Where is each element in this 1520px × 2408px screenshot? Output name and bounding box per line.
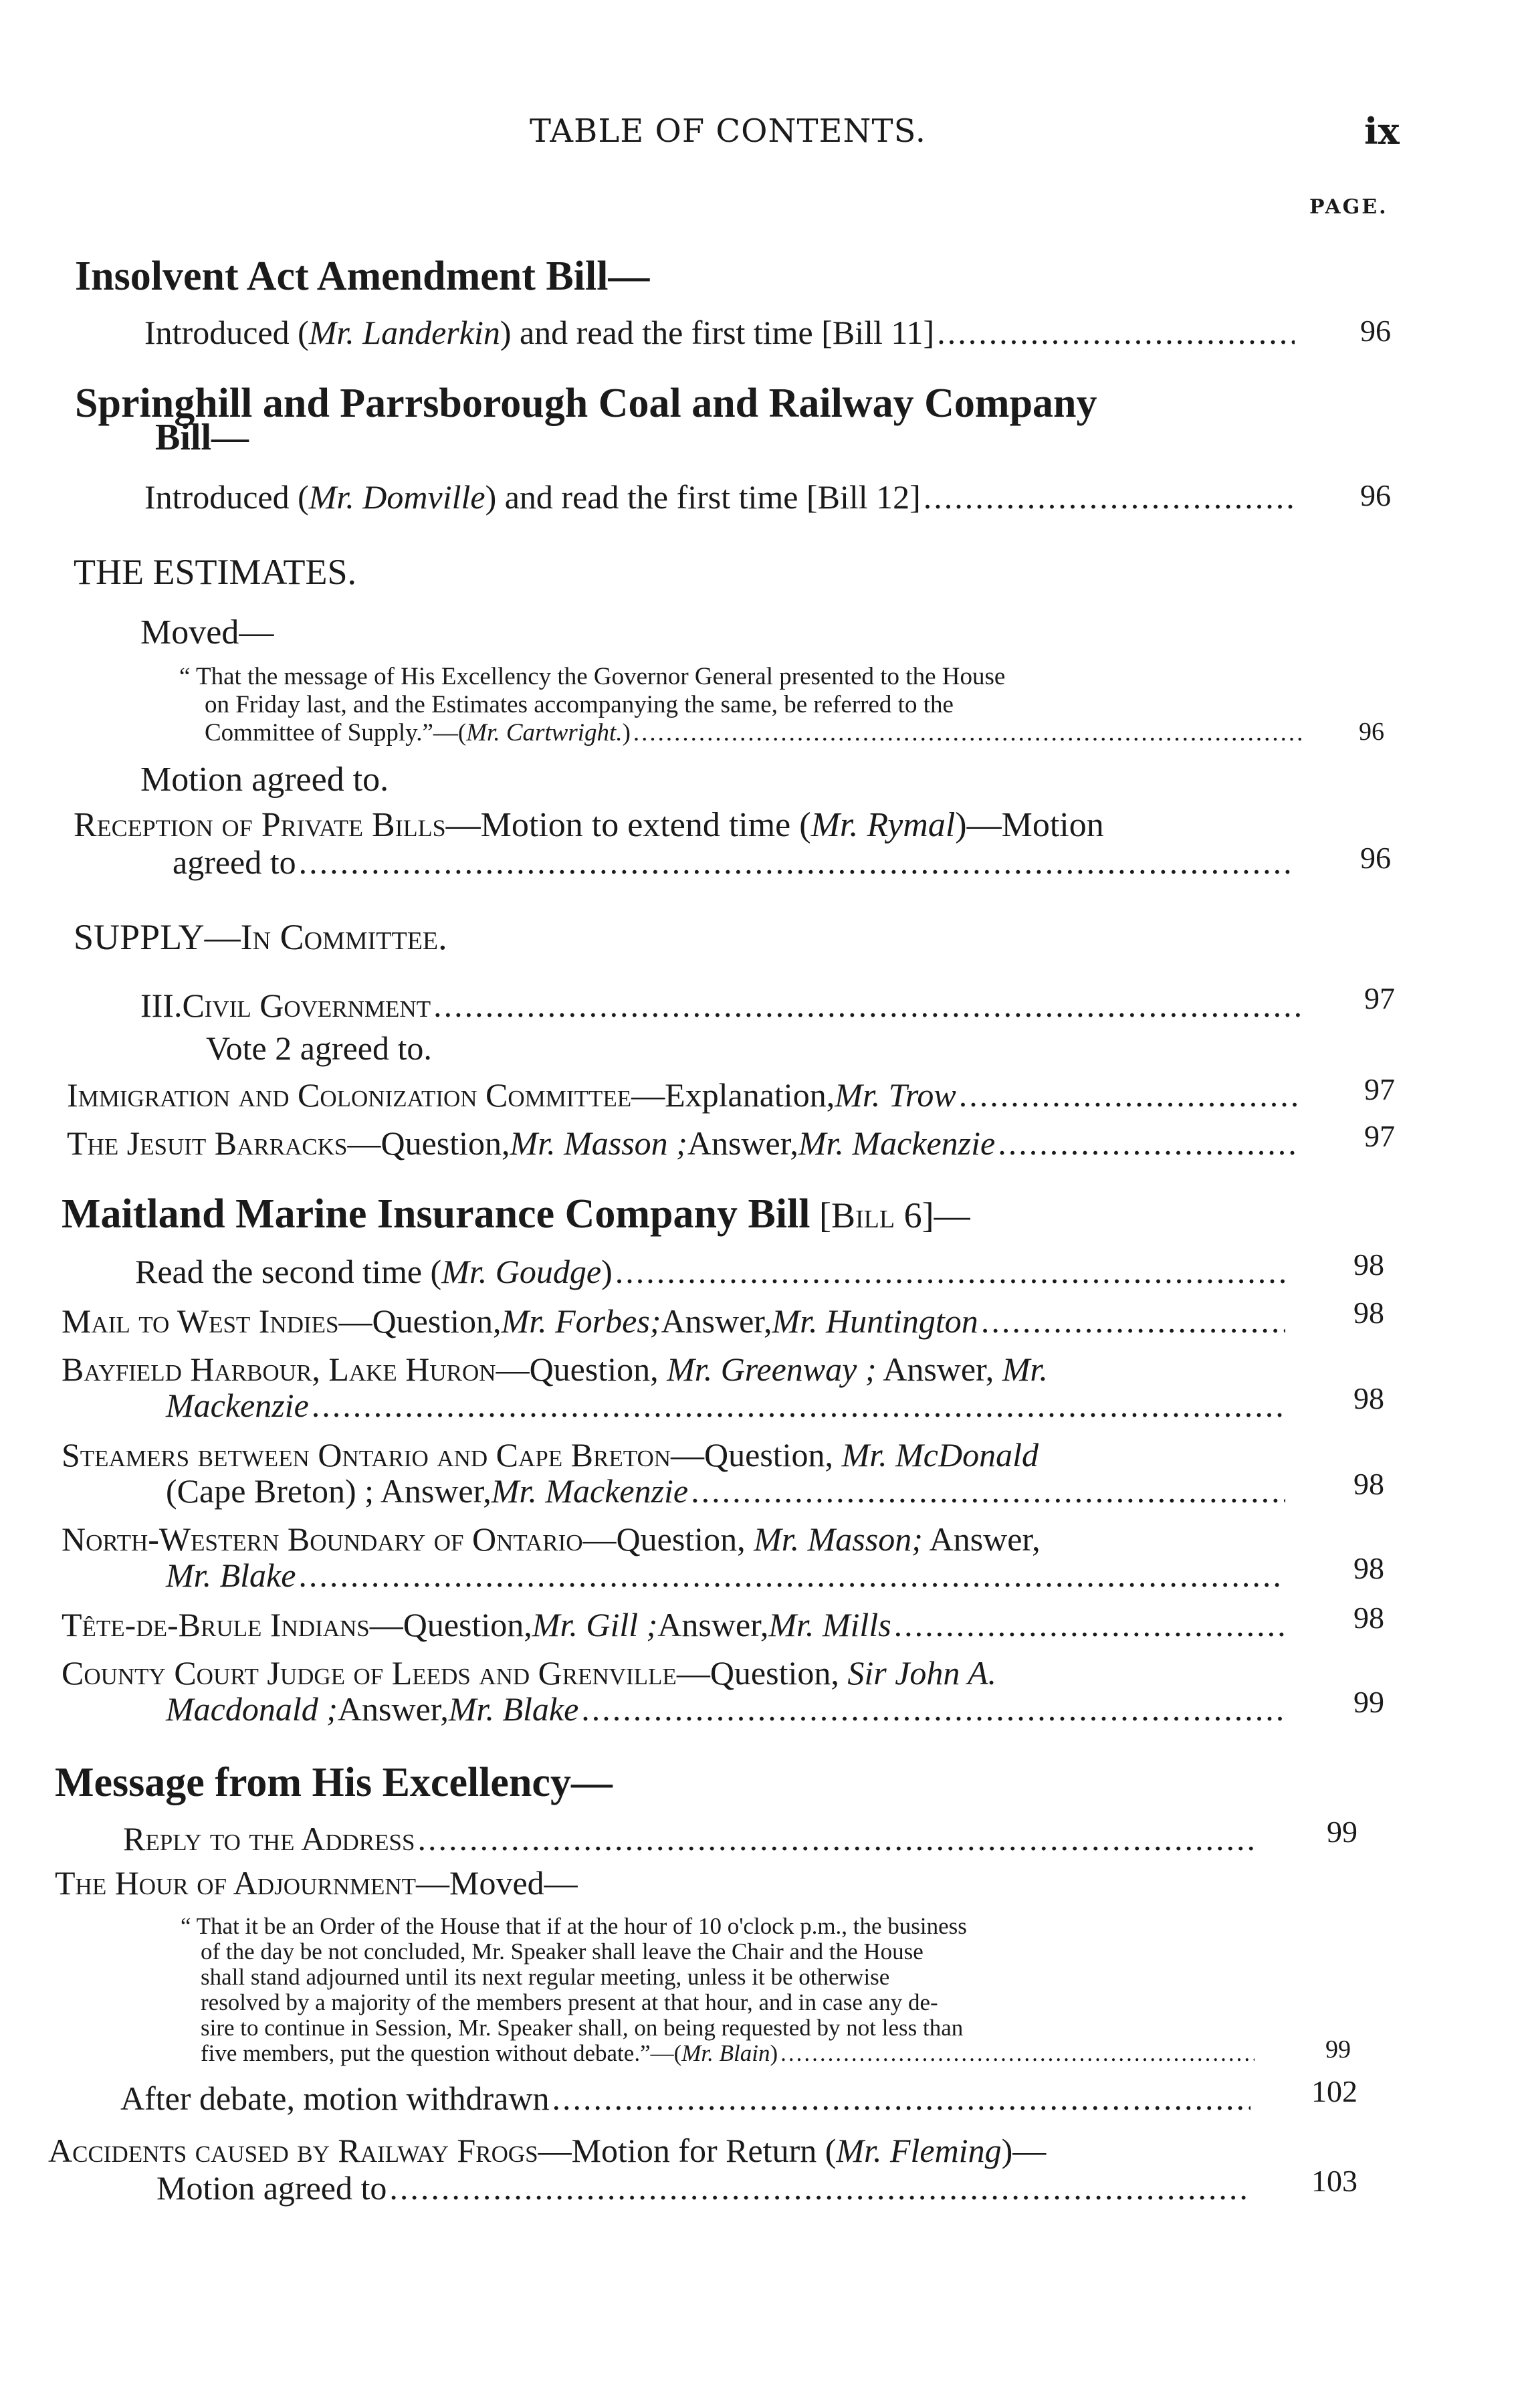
entry-bayfield-harbour: Bayfield Harbour, Lake Huron—Question, Mr. Greenway ; Answer, Mr. bbox=[62, 1350, 1048, 1388]
entry-reception-private-bills-cont: agreed to ..... bbox=[173, 843, 1295, 882]
entry-county-court-judge-cont: Macdonald ; Answer, Mr. Blake ..... bbox=[166, 1690, 1285, 1728]
entry-heading-maitland: Maitland Marine Insurance Company Bill [Bill 6]— bbox=[62, 1191, 970, 1237]
entry-hour-of-adjournment: The Hour of Adjournment—Moved— bbox=[55, 1864, 578, 1902]
entry-immigration-committee: Immigration and Colonization Committee —Explanation, Mr. Trow ..... bbox=[67, 1076, 1297, 1114]
page-number: 98 bbox=[1353, 1296, 1384, 1330]
page-number: 98 bbox=[1353, 1601, 1384, 1635]
section-heading-estimates: THE ESTIMATES. bbox=[74, 552, 356, 592]
quote-line: sire to continue in Session, Mr. Speaker shall, on being requested by not less than bbox=[201, 2015, 964, 2041]
page-number: 97 bbox=[1364, 981, 1395, 1015]
page-number: 96 bbox=[1360, 478, 1391, 512]
entry-north-western-boundary-cont: Mr. Blake ..... bbox=[166, 1556, 1285, 1595]
entry-after-debate: After debate, motion withdrawn ..... bbox=[120, 2079, 1251, 2118]
quote-line: resolved by a majority of the members present at that hour, and in case any de- bbox=[201, 1989, 938, 2015]
entry-jesuit-barracks: The Jesuit Barracks —Question, Mr. Masson ; Answer, Mr. Mackenzie ..... bbox=[67, 1124, 1297, 1163]
entry-bayfield-harbour-cont: Mackenzie ..... bbox=[166, 1386, 1285, 1425]
page-number: 96 bbox=[1359, 718, 1384, 746]
entry-accidents-railway-frogs-cont: Motion agreed to ..... bbox=[156, 2169, 1251, 2207]
entry-county-court-judge: County Court Judge of Leeds and Grenville—Question, Sir John A. bbox=[62, 1654, 997, 1692]
page-folio: ix bbox=[1364, 110, 1400, 153]
moved-label: Moved— bbox=[140, 613, 274, 651]
entry-steamers-cape-breton-cont: (Cape Breton) ; Answer, Mr. Mackenzie ..... bbox=[166, 1472, 1285, 1510]
entry-heading-springhill-cont: Bill— bbox=[155, 417, 249, 458]
entry-accidents-railway-frogs: Accidents caused by Railway Frogs—Motion for Return (Mr. Fleming)— bbox=[48, 2132, 1047, 2169]
entry-maitland-second-reading: Read the second time ( Mr. Goudge ) ..... bbox=[135, 1252, 1285, 1291]
running-title: TABLE OF CONTENTS. bbox=[530, 112, 926, 150]
page-number: 97 bbox=[1364, 1072, 1395, 1106]
entry-heading-insolvent-act: Insolvent Act Amendment Bill— bbox=[75, 254, 650, 299]
quote-line: five members, put the question without debate.”—( Mr. Blain ) ..... bbox=[201, 2040, 1255, 2067]
motion-agreed: Motion agreed to. bbox=[140, 761, 389, 799]
entry-insolvent-introduced: Introduced ( Mr. Landerkin ) and read the first time [Bill 11] ..... bbox=[144, 313, 1295, 352]
entry-tete-de-brule-indians: Tête-de-Brule Indians —Question, Mr. Gill ; Answer, Mr. Mills ..... bbox=[62, 1605, 1285, 1644]
quote-line: Committee of Supply.”—( Mr. Cartwright. ) ..... bbox=[205, 718, 1301, 747]
quote-line: “ That the message of His Excellency the Governor General presented to the House bbox=[179, 663, 1006, 690]
quote-line: of the day be not concluded, Mr. Speaker shall leave the Chair and the House bbox=[201, 1938, 924, 1965]
quote-line: “ That it be an Order of the House that if at the hour of 10 o'clock p.m., the business bbox=[181, 1913, 967, 1939]
page-number: 98 bbox=[1353, 1247, 1384, 1282]
entry-north-western-boundary: North-Western Boundary of Ontario—Question, Mr. Masson; Answer, bbox=[62, 1520, 1041, 1558]
entry-heading-message: Message from His Excellency— bbox=[55, 1760, 613, 1805]
entry-springhill-introduced: Introduced ( Mr. Domville ) and read the first time [Bill 12] ..... bbox=[144, 478, 1295, 516]
entry-reply-to-address: Reply to the Address ..... bbox=[123, 1819, 1253, 1858]
page-number: 96 bbox=[1360, 314, 1391, 348]
entry-reception-private-bills: Reception of Private Bills—Motion to extend time (Mr. Rymal)—Motion bbox=[74, 806, 1104, 844]
page-number: 102 bbox=[1311, 2074, 1358, 2108]
page-number: 99 bbox=[1353, 1685, 1384, 1719]
section-heading-supply: SUPPLY—In Committee. bbox=[74, 917, 447, 957]
page-number: 99 bbox=[1327, 1815, 1358, 1849]
page-column-label: PAGE. bbox=[1309, 195, 1388, 219]
entry-civil-government: III. Civil Government ..... bbox=[140, 986, 1301, 1025]
page-number: 98 bbox=[1353, 1381, 1384, 1415]
page-number: 98 bbox=[1353, 1467, 1384, 1501]
page-number: 98 bbox=[1353, 1551, 1384, 1585]
vote-agreed: Vote 2 agreed to. bbox=[206, 1029, 432, 1067]
entry-mail-west-indies: Mail to West Indies —Question, Mr. Forbes; Answer, Mr. Huntington ..... bbox=[62, 1302, 1285, 1340]
page-number: 96 bbox=[1360, 841, 1391, 875]
page-number: 103 bbox=[1311, 2164, 1358, 2198]
quote-line: shall stand adjourned until its next regular meeting, unless it be otherwise bbox=[201, 1964, 890, 1990]
quote-line: on Friday last, and the Estimates accompanying the same, be referred to the bbox=[205, 691, 954, 718]
page-number: 97 bbox=[1364, 1119, 1395, 1153]
entry-heading-springhill: Springhill and Parrsborough Coal and Railway Company bbox=[75, 381, 1097, 426]
entry-steamers-cape-breton: Steamers between Ontario and Cape Breton—Question, Mr. McDonald bbox=[62, 1436, 1039, 1474]
page-number: 99 bbox=[1325, 2035, 1351, 2064]
